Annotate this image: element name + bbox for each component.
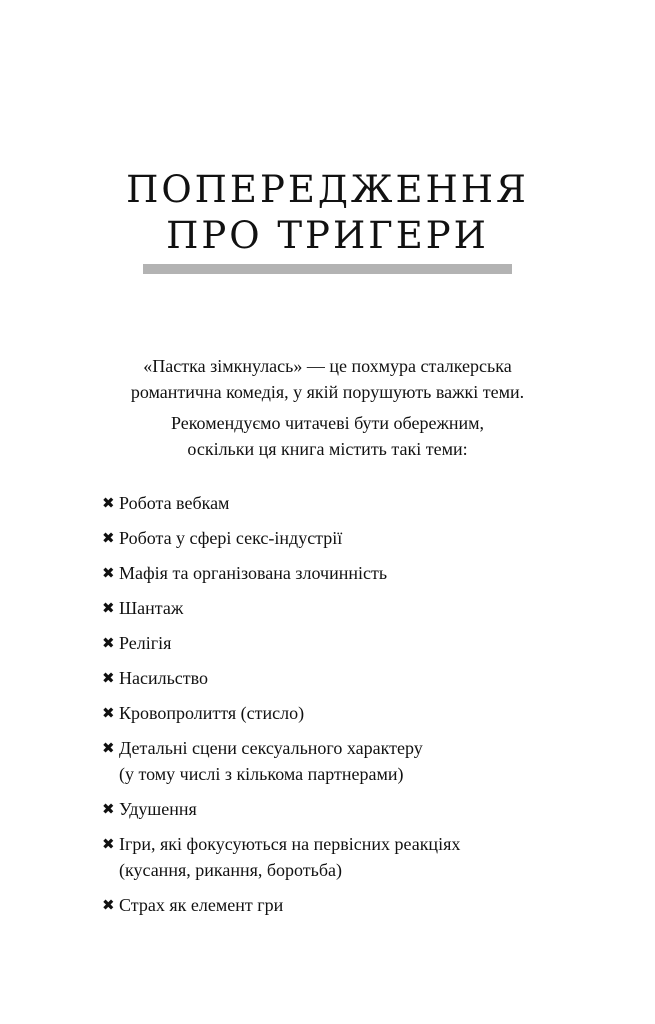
cross-mark-icon: ✖ bbox=[102, 800, 115, 818]
cross-mark-icon: ✖ bbox=[102, 529, 115, 547]
cross-mark-icon: ✖ bbox=[102, 494, 115, 512]
list-item bbox=[102, 490, 460, 516]
topic-text: Релігія bbox=[119, 633, 172, 653]
topic-text-continuation: (у тому числі з кількома партнерами) bbox=[119, 764, 404, 784]
list-item bbox=[102, 796, 460, 822]
list-item bbox=[102, 831, 460, 883]
title-underline-bar bbox=[143, 264, 512, 274]
trigger-topics-list bbox=[102, 490, 460, 927]
cross-mark-icon: ✖ bbox=[102, 634, 115, 652]
intro-paragraph-2-line-2: оскільки ця книга містить такі теми: bbox=[187, 439, 468, 459]
topic-text: Кровопролиття (стисло) bbox=[119, 703, 305, 723]
topic-text: Робота вебкам bbox=[119, 493, 230, 513]
list-item bbox=[102, 595, 460, 621]
cross-mark-icon: ✖ bbox=[102, 599, 115, 617]
list-item bbox=[102, 665, 460, 691]
cross-mark-icon: ✖ bbox=[102, 835, 115, 853]
cross-mark-icon: ✖ bbox=[102, 739, 115, 757]
page-title-line-1: ПОПЕРЕДЖЕННЯ bbox=[126, 168, 529, 211]
topic-text: Шантаж bbox=[119, 598, 184, 618]
intro-paragraph-1 bbox=[0, 353, 655, 405]
intro-paragraph-1-line-1: «Пастка зімкнулась» — це похмура сталкерська bbox=[143, 356, 512, 376]
list-item bbox=[102, 560, 460, 586]
cross-mark-icon: ✖ bbox=[102, 704, 115, 722]
topic-text: Робота у сфері секс-індустрії bbox=[119, 528, 343, 548]
intro-paragraph-1-line-2: романтична комедія, у якій порушують важкі теми. bbox=[130, 382, 525, 402]
intro-paragraph-2 bbox=[0, 410, 655, 462]
topic-text: Ігри, які фокусуються на первісних реакціях bbox=[119, 834, 461, 854]
list-item bbox=[102, 630, 460, 656]
topic-text: Детальні сцени сексуального характеру bbox=[119, 738, 423, 758]
topic-text: Мафія та організована злочинність bbox=[119, 563, 388, 583]
list-item bbox=[102, 892, 460, 918]
topic-text: Насильство bbox=[119, 668, 209, 688]
intro-paragraph-2-line-1: Рекомендуємо читачеві бути обережним, bbox=[170, 413, 485, 433]
list-item bbox=[102, 735, 460, 787]
cross-mark-icon: ✖ bbox=[102, 896, 115, 914]
page-title-line-2: ПРО ТРИГЕРИ bbox=[166, 214, 489, 257]
cross-mark-icon: ✖ bbox=[102, 669, 115, 687]
list-item bbox=[102, 525, 460, 551]
topic-text: Страх як елемент гри bbox=[119, 895, 284, 915]
list-item bbox=[102, 700, 460, 726]
cross-mark-icon: ✖ bbox=[102, 564, 115, 582]
topic-text-continuation: (кусання, рикання, боротьба) bbox=[119, 860, 343, 880]
topic-text: Удушення bbox=[119, 799, 197, 819]
